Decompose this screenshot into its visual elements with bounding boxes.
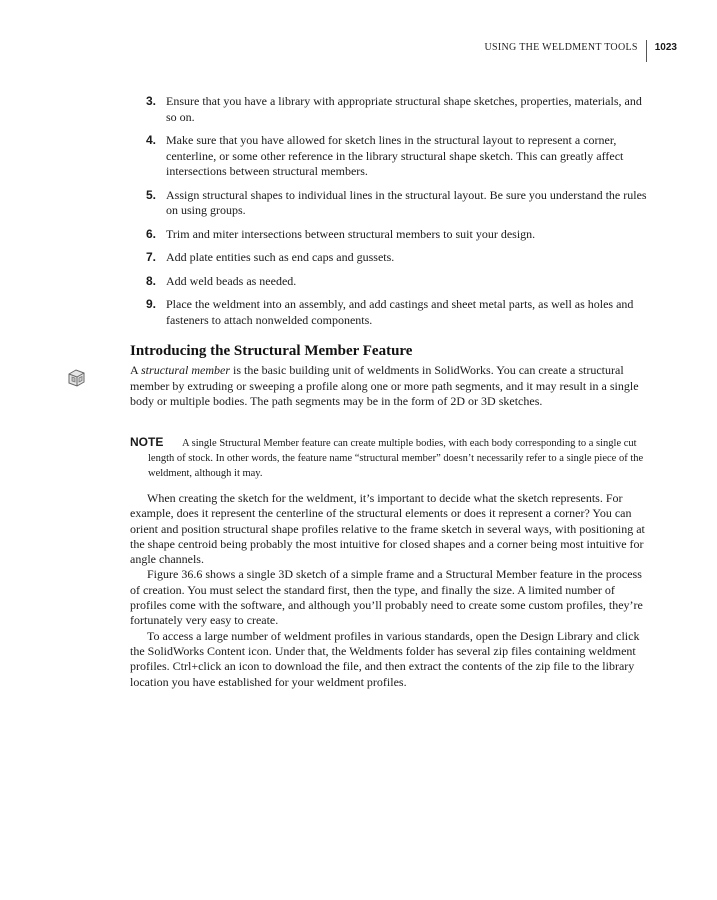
body-paragraph: To access a large number of weldment profiles in various standards, open the Design Library and click the SolidWorks Content icon. Under that, the Weldments folder has several zip files containing weldment profiles. Ctrl+click an icon to download the file, and then extract the contents of the zip file to the library location you have established for your weldment profiles. bbox=[130, 628, 640, 689]
procedure-steps bbox=[146, 94, 651, 336]
intro-rest: is the basic building unit of weldments in SolidWorks. You can create a structural member by extruding or sweeping a profile along one or more path segments, and it may result in a single body or multiple bodies. The path segments may be in the form of 2D or 3D sketches. bbox=[130, 363, 639, 408]
intro-term: structural member bbox=[141, 363, 231, 377]
running-header bbox=[485, 40, 677, 62]
list-item bbox=[146, 227, 651, 243]
step-text: Add weld beads as needed. bbox=[166, 273, 297, 288]
step-number: 5. bbox=[146, 187, 157, 202]
note-text: A single Structural Member feature can create multiple bodies, with each body corresponding to a single cut length of stock. In other words, the feature name “structural member” doesn’t necessarily refer to a single piece of the weldment, although it may. bbox=[148, 438, 644, 479]
step-text: Trim and miter intersections between structural members to suit your design. bbox=[166, 226, 536, 241]
step-text: Assign structural shapes to individual lines in the structural layout. Be sure you understand the rules on using groups. bbox=[166, 187, 647, 217]
note-block bbox=[130, 435, 650, 481]
list-item bbox=[146, 188, 651, 219]
list-item bbox=[146, 250, 651, 266]
step-number: 6. bbox=[146, 226, 157, 241]
step-text: Make sure that you have allowed for sketch lines in the structural layout to represent a corner, centerline, or some other reference in the library structural shape sketch. This can greatly affect intersections between structural members. bbox=[166, 133, 624, 178]
list-item bbox=[146, 297, 651, 328]
page-number: 1023 bbox=[654, 42, 677, 53]
section-heading: Introducing the Structural Member Feature bbox=[130, 343, 413, 359]
body-paragraph: Figure 36.6 shows a single 3D sketch of a simple frame and a Structural Member feature in the process of creation. You must select the standard first, then the type, and finally the size. A limited number of profiles come with the software, and although you’ll probably need to create some custom profiles, they’re fortunately very easy to create. bbox=[130, 567, 643, 628]
list-item bbox=[146, 274, 651, 290]
note-label: NOTE bbox=[130, 435, 164, 449]
step-text: Add plate entities such as end caps and gussets. bbox=[166, 250, 395, 264]
structural-member-icon bbox=[64, 367, 88, 389]
body-paragraph: When creating the sketch for the weldment, it’s important to decide what the sketch represents. For example, does it represent the centerline of the structural elements or does it represent a corner? You can orient and position structural shape profiles relative to the frame sketch in several ways, with positioning at the shape centroid being probably the most intuitive for closed shapes and a corner being most intuitive for angle channels. bbox=[130, 491, 645, 567]
step-number: 7. bbox=[146, 250, 157, 264]
list-item bbox=[146, 94, 651, 125]
body-text bbox=[130, 491, 652, 690]
header-section-title: USING THE WELDMENT TOOLS bbox=[485, 40, 647, 62]
step-text: Ensure that you have a library with appropriate structural shape sketches, properties, materials, and so on. bbox=[166, 94, 642, 124]
intro-prefix: A bbox=[130, 363, 142, 377]
list-item bbox=[146, 133, 651, 180]
step-number: 4. bbox=[146, 133, 157, 147]
step-number: 8. bbox=[146, 273, 157, 288]
step-number: 9. bbox=[146, 297, 157, 311]
intro-paragraph bbox=[130, 363, 650, 410]
step-number: 3. bbox=[146, 94, 157, 108]
step-text: Place the weldment into an assembly, and add castings and sheet metal parts, as well as holes and fasteners to attach nonwelded components. bbox=[166, 297, 634, 327]
